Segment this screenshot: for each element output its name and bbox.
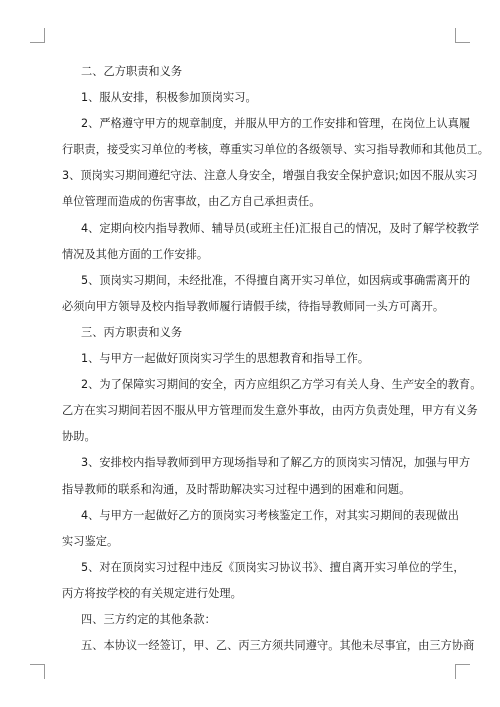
paragraph [62,503,460,555]
crop-mark-bottom-right [455,664,470,679]
paragraph [62,320,442,346]
text-line: 1、与甲方一起做好顶岗实习学生的思想教育和指导工作。 [81,352,370,366]
text-line: 四、三方约定的其他条款： [81,612,216,626]
paragraph [62,346,442,372]
text-line: 5、对在顶岗实习过程中违反《顶岗实习协议书》、擅自离开实习单位的学生， [81,560,465,574]
crop-mark-top-right [455,28,470,43]
text-line: 行职责，接受实习单位的考核，尊重实习单位的各级领导、实习指导教师和其他员工。 [62,143,490,157]
text-line: 2、为了保障实习期间的安全，丙方应组织乙方学习有关人身、生产安全的教育。 [81,378,482,392]
text-line: 4、定期向校内指导教师、辅导员(或班主任)汇报自己的情况，及时了解学校教学 [81,221,480,235]
paragraph [62,59,442,85]
crop-mark-bottom-left [30,664,45,679]
text-line: 单位管理而造成的伤害事故，由乙方自己承担责任。 [62,195,321,209]
paragraph [62,607,442,633]
paragraph [62,85,442,111]
text-line: 三、丙方职责和义务 [81,325,183,339]
text-line: 丙方将按学校的有关规定进行处理。 [62,586,242,600]
document-body [62,59,490,659]
text-line: 协助。 [62,430,96,444]
paragraph [62,372,482,450]
text-line: 乙方在实习期间若因不服从甲方管理而发生意外事故，由丙方负责处理，甲方有义务 [62,404,478,418]
text-line: 3、顶岗实习期间遵纪守法、注意人身安全，增强自我安全保护意识;如因不服从实习 [62,169,478,183]
text-line: 指导教师的联系和沟通，及时帮助解决实习过程中遇到的困难和问题。 [62,482,411,496]
text-line: 3、安排校内指导教师到甲方现场指导和了解乙方的顶岗实习情况，加强与甲方 [81,456,471,470]
text-line: 1、服从安排，积极参加顶岗实习。 [81,91,257,105]
paragraph [62,633,475,659]
paragraph [62,555,465,607]
paragraph [62,111,490,163]
paragraph [62,268,471,320]
text-line: 2、严格遵守甲方的规章制度，并服从甲方的工作安排和管理，在岗位上认真履 [81,117,471,131]
text-line: 5、顶岗实习期间，未经批准，不得擅自离开实习单位，如因病或事确需离开的 [81,273,471,287]
paragraph [62,216,480,268]
text-line: 4、与甲方一起做好乙方的顶岗实习考核鉴定工作，对其实习期间的表现做出 [81,508,460,522]
text-line: 五、本协议一经签订，甲、乙、丙三方须共同遵守。其他未尽事宜，由三方协商 [81,639,475,653]
text-line: 实习鉴定。 [62,534,119,548]
paragraph [62,163,478,215]
paragraph [62,450,471,502]
text-line: 二、乙方职责和义务 [81,65,183,78]
crop-mark-top-left [30,28,45,43]
text-line: 必须向甲方领导及校内指导教师履行请假手续，待指导教师同一头方可离开。 [62,299,445,313]
text-line: 情况及其他方面的工作安排。 [62,247,209,261]
